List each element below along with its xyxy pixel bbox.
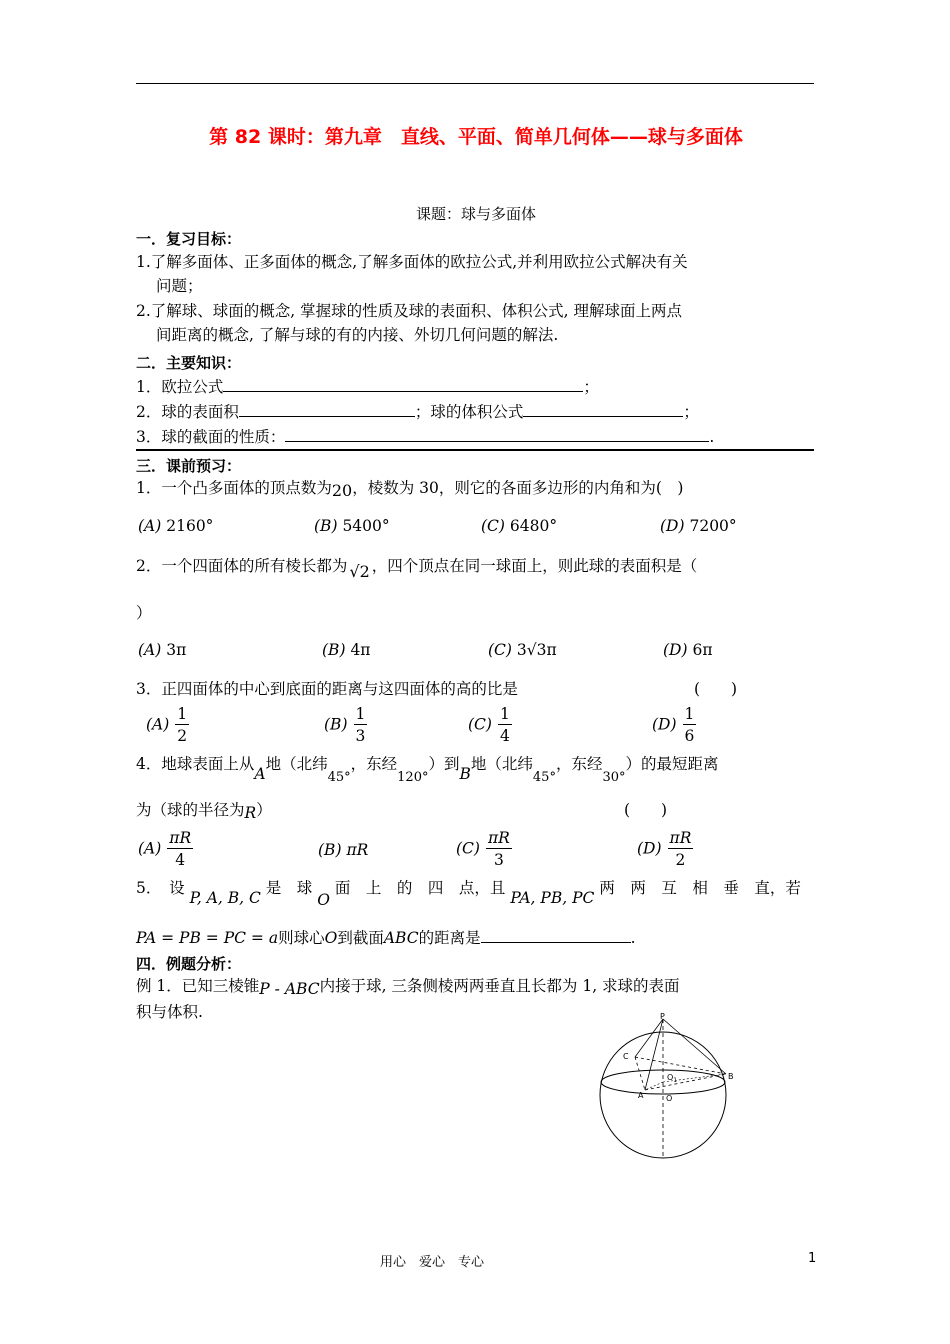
section-end: . (709, 428, 715, 446)
q4-a-fraction: $\frac{\pi R}{4}$ (169, 829, 192, 869)
q3-option-c[interactable]: (C) $\frac{1}{4}$ (468, 705, 510, 745)
q4-d-fraction: $\frac{\pi R}{2}$ (669, 829, 692, 869)
q4-option-c[interactable]: (C) $\frac{\pi R}{3}$ (456, 829, 510, 869)
q1-text-a: 1．一个凸多面体的顶点数为 (136, 479, 332, 497)
area-label: 2．球的表面积 (136, 403, 239, 421)
question-1 (136, 478, 683, 498)
footer-text: 用心 爱心 专心 (380, 1255, 485, 1270)
euler-label: 1．欧拉公式 (136, 378, 224, 396)
q2-option-d[interactable]: (D) 6π (663, 641, 713, 659)
q4-option-a[interactable]: (A) $\frac{\pi R}{4}$ (138, 829, 192, 869)
fig-label-c: C (623, 1052, 629, 1061)
section-4-heading: 四．例题分析： (136, 955, 242, 973)
q2-option-b[interactable]: (B) 4π (322, 641, 371, 659)
question-4-cont: 为（球的半径为R） (136, 801, 272, 822)
q2-close-paren: ） (136, 604, 152, 622)
q1-option-c[interactable]: (C) 6480° (481, 517, 558, 535)
fig-label-b: B (728, 1072, 734, 1081)
goal-2: 2.了解球、球面的概念, 掌握球的性质及球的表面积、体积公式, 理解球面上两点 (136, 302, 682, 320)
q4-option-d[interactable]: (D) $\frac{\pi R}{2}$ (637, 829, 692, 869)
q3-a-fraction: $\frac{1}{2}$ (177, 705, 188, 745)
q3-d-fraction: $\frac{1}{6}$ (684, 705, 695, 745)
page-title: 第 82 课时：第九章 直线、平面、简单几何体——球与多面体 (209, 126, 743, 148)
goal-2-cont: 间距离的概念, 了解与球的有的内接、外切几何问题的解法. (156, 326, 559, 344)
q1-text-b: ，棱数为 30，则它的各面多边形的内角和为( ) (352, 479, 684, 497)
q4-paren: ( ) (624, 801, 668, 819)
volume-end: ； (683, 403, 699, 421)
knowledge-2 (136, 401, 699, 422)
example-1: 例 1．已知三棱锥P - ABC内接于球, 三条侧棱两两垂直且长都为 1, 求球的表面 (136, 977, 680, 998)
knowledge-3 (136, 426, 714, 447)
question-3: 3．正四面体的中心到底面的距离与这四面体的高的比是 (136, 680, 518, 698)
fig-label-o: O (666, 1094, 673, 1103)
page-number: 1 (808, 1251, 817, 1266)
section-3-heading: 三．课前预习： (136, 457, 242, 475)
q2-option-c[interactable]: (C) 3√3π (488, 641, 557, 659)
example-1-cont: 积与体积. (136, 1003, 203, 1021)
fig-label-p: P (660, 1012, 665, 1021)
q1-option-a[interactable]: (A) 2160° (138, 517, 214, 535)
q3-option-d[interactable]: (D) $\frac{1}{6}$ (652, 705, 695, 745)
goal-1: 1.了解多面体、正多面体的概念,了解多面体的欧拉公式,并利用欧拉公式解决有关 (136, 253, 688, 271)
section-2-heading: 二．主要知识： (136, 354, 242, 372)
fig-label-a: A (638, 1091, 644, 1100)
q2-text-b: ，四个顶点在同一球面上，则此球的表面积是（ (371, 557, 698, 575)
question-2 (136, 556, 698, 581)
sphere-figure (590, 1010, 740, 1160)
euler-end: ； (583, 378, 599, 396)
q2-text-a: 2．一个四面体的所有棱长都为 (136, 557, 348, 575)
q4-option-b[interactable]: (B) πR (318, 841, 369, 859)
q3-paren: ( ) (694, 680, 738, 698)
volume-blank[interactable] (523, 401, 683, 417)
fig-label-o1: $O_1$ (667, 1073, 678, 1084)
knowledge-1 (136, 376, 599, 397)
question-4: 4．地球表面上从A地（北纬$_{45^\circ}$，东经$_{120^\circ}$）到B地（北纬$_{45^\circ}$，东经$_{30^\circ}$）的最短距离 (136, 755, 719, 785)
q5-answer-blank[interactable] (481, 927, 631, 943)
q3-c-fraction: $\frac{1}{4}$ (499, 705, 510, 745)
q1-option-d[interactable]: (D) 7200° (660, 517, 737, 535)
q3-b-fraction: $\frac{1}{3}$ (355, 705, 366, 745)
area-blank[interactable] (239, 401, 415, 417)
question-5-cont: PA = PB = PC = a则球心O到截面ABC的距离是 . (136, 929, 636, 947)
q2-option-a[interactable]: (A) 3π (138, 641, 187, 659)
q3-option-a[interactable]: (A) $\frac{1}{2}$ (146, 705, 188, 745)
volume-label: ；球的体积公式 (414, 403, 524, 421)
q4-c-fraction: $\frac{\pi R}{3}$ (487, 829, 510, 869)
euler-blank[interactable] (223, 376, 583, 392)
section-label: 3．球的截面的性质： (136, 428, 286, 446)
question-5: 5． 设 P, A, B, C 是 球 O 面 上 的 四 点，且 PA, PB, PC 两 两 互 相 垂 直，若 (136, 879, 801, 909)
q1-option-b[interactable]: (B) 5400° (314, 517, 390, 535)
goal-1-cont: 问题； (156, 277, 203, 295)
q3-option-b[interactable]: (B) $\frac{1}{3}$ (324, 705, 366, 745)
q2-edge-length: √2 (349, 562, 370, 581)
top-rule (136, 83, 814, 84)
lesson-topic: 课题：球与多面体 (415, 205, 536, 223)
q1-vertex-count: 20 (331, 481, 353, 500)
section-blank[interactable] (285, 426, 709, 442)
section-1-heading: 一．复习目标： (136, 230, 242, 248)
mid-rule (136, 449, 814, 451)
